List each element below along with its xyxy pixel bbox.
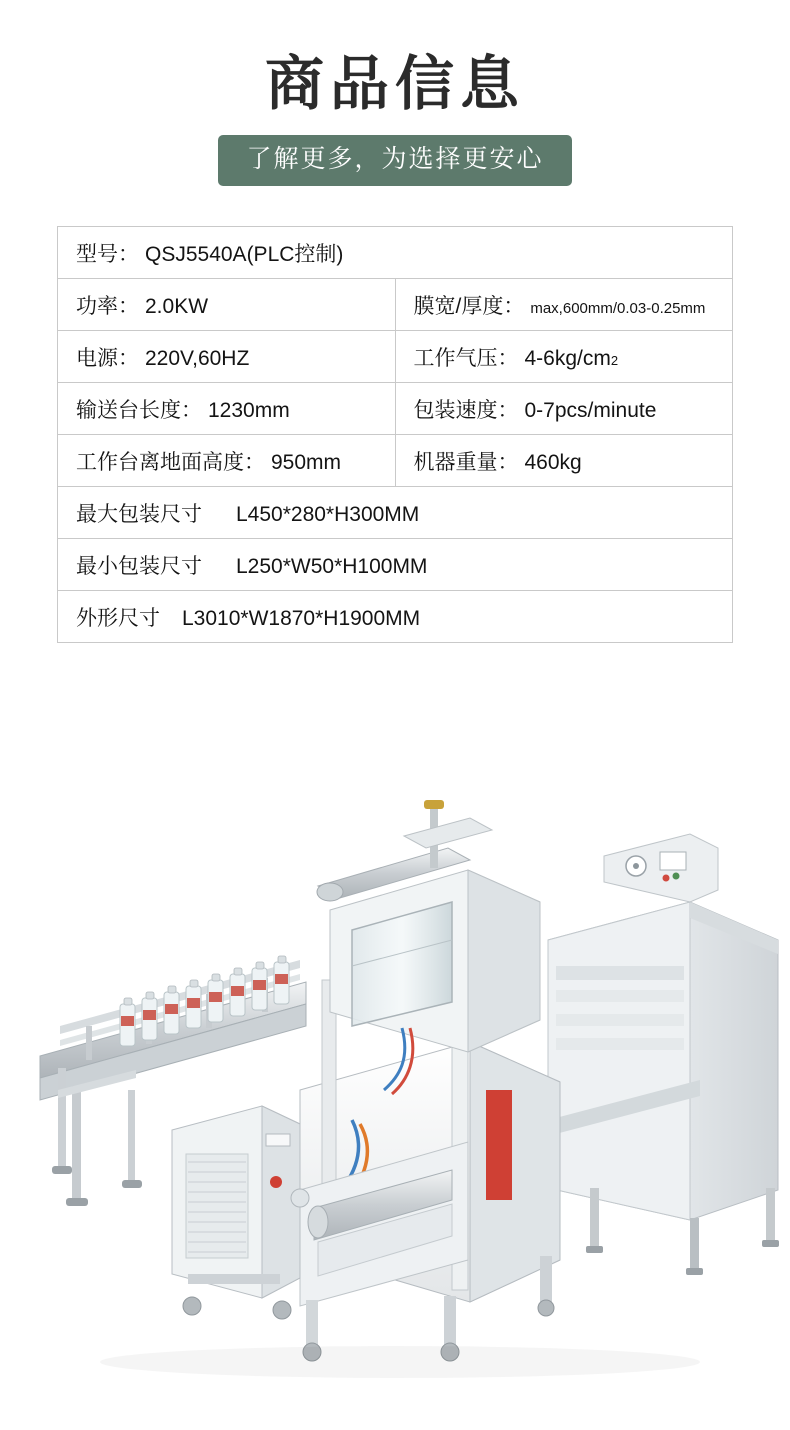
spec-label-min-package-size: 最小包装尺寸 (76, 554, 202, 578)
product-photo (0, 790, 790, 1410)
spec-value-air-pressure-exponent: 2 (610, 352, 619, 368)
spec-value-min-package-size: L250*W50*H100MM (236, 554, 428, 578)
spec-label-conveyor-length: 输送台长度： (76, 398, 202, 422)
spec-table-wrap (57, 226, 733, 643)
subtitle-banner-wrap (0, 135, 790, 186)
spec-cell-table-height (58, 435, 396, 487)
spec-value-speed: 0-7pcs/minute (524, 398, 657, 422)
spec-table (57, 226, 733, 643)
spec-value-max-package-size: L450*280*H300MM (236, 502, 420, 526)
spec-cell-min-package-size (58, 539, 733, 591)
spec-value-model: QSJ5540A(PLC控制) (145, 242, 344, 266)
spec-label-model: 型号： (76, 242, 139, 266)
table-row (58, 279, 733, 331)
spec-cell-film-width (395, 279, 733, 331)
spec-label-max-package-size: 最大包装尺寸 (76, 502, 202, 526)
table-row (58, 591, 733, 643)
table-row (58, 383, 733, 435)
page-title: 商品信息 (264, 51, 525, 117)
spec-cell-max-package-size (58, 487, 733, 539)
spec-cell-model (58, 227, 733, 279)
spec-value-power: 2.0KW (145, 294, 209, 318)
spec-value-overall-size: L3010*W1870*H1900MM (182, 606, 421, 630)
spec-cell-power (58, 279, 396, 331)
table-row (58, 435, 733, 487)
table-row (58, 227, 733, 279)
spec-value-film-width: max,600mm/0.03-0.25mm (530, 299, 706, 317)
spec-label-speed: 包装速度： (413, 398, 519, 422)
spec-value-weight: 460kg (524, 450, 582, 474)
spec-value-conveyor-length: 1230mm (208, 398, 290, 422)
spec-cell-overall-size (58, 591, 733, 643)
spec-label-voltage: 电源： (76, 346, 139, 370)
spec-cell-speed (395, 383, 733, 435)
spec-cell-air-pressure (395, 331, 733, 383)
table-row (58, 331, 733, 383)
spec-value-voltage: 220V,60HZ (145, 346, 250, 370)
table-row (58, 539, 733, 591)
page-header (0, 0, 790, 186)
spec-label-film-width: 膜宽/厚度： (413, 294, 525, 318)
spec-value-air-pressure: 4-6kg/cm (524, 346, 611, 370)
table-row (58, 487, 733, 539)
machine-illustration (0, 790, 790, 1410)
subtitle-banner: 了解更多，为选择更安心 (218, 135, 571, 186)
spec-label-weight: 机器重量： (413, 450, 519, 474)
spec-label-overall-size: 外形尺寸 (76, 606, 160, 630)
spec-cell-weight (395, 435, 733, 487)
spec-label-table-height: 工作台离地面高度： (76, 450, 265, 474)
spec-label-power: 功率： (76, 294, 139, 318)
spec-cell-conveyor-length (58, 383, 396, 435)
spec-cell-voltage (58, 331, 396, 383)
spec-label-air-pressure: 工作气压： (413, 346, 519, 370)
spec-value-table-height: 950mm (271, 450, 342, 474)
